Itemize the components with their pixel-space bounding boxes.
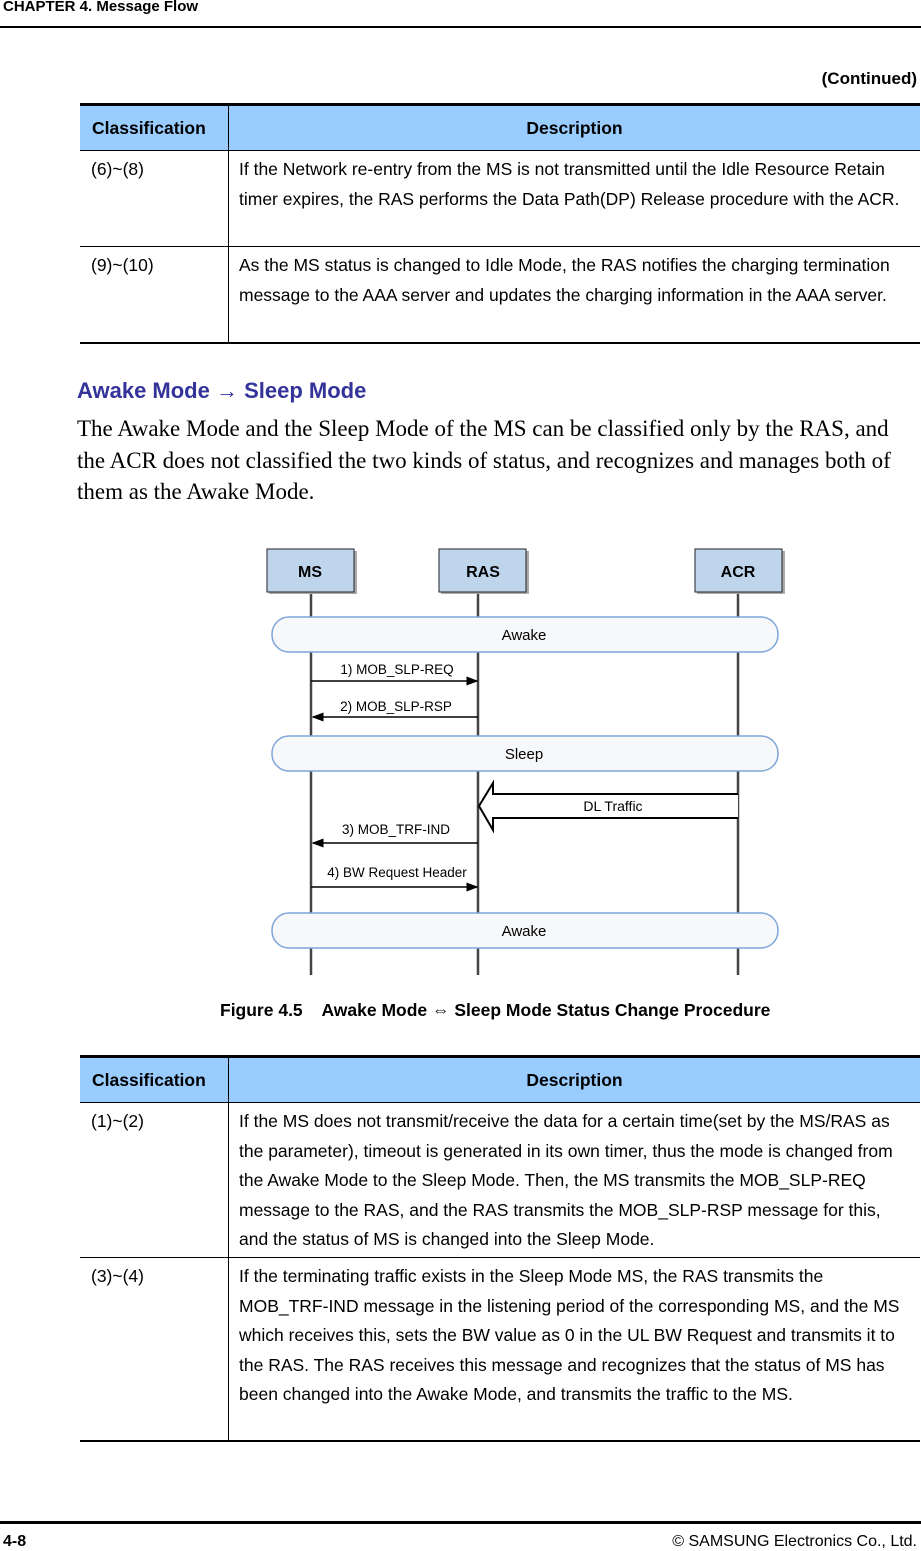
table-description bbox=[80, 1055, 920, 1442]
classification-cell: (3)~(4) bbox=[80, 1258, 229, 1442]
state-awake-2 bbox=[272, 913, 778, 948]
chapter-header: CHAPTER 4. Message Flow bbox=[3, 0, 199, 15]
msg-label: 4) BW Request Header bbox=[327, 865, 467, 880]
msg-label: 1) MOB_SLP-REQ bbox=[340, 662, 454, 677]
msg-label: 3) MOB_TRF-IND bbox=[342, 822, 450, 837]
description-cell: As the MS status is changed to Idle Mode, the RAS notifies the charging termination message to the AAA server and updates the charging information in the AAA server. bbox=[229, 247, 921, 344]
state-awake-1 bbox=[272, 617, 778, 652]
continued-label: (Continued) bbox=[821, 69, 917, 88]
svg-text:Sleep: Sleep bbox=[504, 746, 544, 763]
section-body: The Awake Mode and the Sleep Mode of the MS can be classified only by the RAS, and the ACR does not classified the two kinds of status, and recognizes and manages both of them as the Awake Mode. bbox=[77, 416, 891, 504]
description-cell: If the MS does not transmit/receive the data for a certain time(set by the MS/RAS as the parameter), timeout is generated in its own timer, thus the mode is changed from the Awake Mode to the Sleep Mode. Then, the MS transmits the MOB_SLP-REQ message to the RAS, and the RAS transmits the MOB_SLP-RSP message for this, and the status of MS is changed into the Sleep Mode. bbox=[229, 1103, 921, 1258]
entity-acr bbox=[695, 549, 785, 594]
col-classification: Classification bbox=[80, 1057, 229, 1103]
entity-label: MS bbox=[298, 564, 322, 581]
copyright: © SAMSUNG Electronics Co., Ltd. bbox=[672, 1533, 917, 1550]
svg-text:Awake: Awake bbox=[501, 627, 547, 644]
page-number: 4-8 bbox=[3, 1533, 27, 1550]
footer-rule bbox=[0, 1521, 921, 1524]
entity-ras bbox=[439, 549, 529, 594]
col-description: Description bbox=[229, 105, 921, 151]
entity-label: RAS bbox=[466, 564, 500, 581]
figure-caption: Figure 4.5 Awake Mode ⇔ Sleep Mode Status Change Procedure bbox=[220, 1000, 771, 1020]
svg-text:Awake: Awake bbox=[501, 923, 547, 940]
table-row bbox=[80, 1258, 920, 1442]
state-sleep bbox=[272, 736, 778, 771]
entity-label: ACR bbox=[720, 564, 756, 581]
description-cell: If the Network re-entry from the MS is not transmitted until the Idle Resource Retain timer expires, the RAS performs the Data Path(DP) Release procedure with the ACR. bbox=[229, 151, 921, 247]
col-description: Description bbox=[229, 1057, 921, 1103]
msg-label: 2) MOB_SLP-RSP bbox=[340, 699, 452, 714]
section-title: Awake Mode → Sleep Mode bbox=[77, 378, 367, 403]
table-row bbox=[80, 1103, 920, 1258]
classification-cell: (1)~(2) bbox=[80, 1103, 229, 1258]
col-classification: Classification bbox=[80, 105, 229, 151]
classification-cell: (9)~(10) bbox=[80, 247, 229, 344]
classification-cell: (6)~(8) bbox=[80, 151, 229, 247]
description-cell: If the terminating traffic exists in the Sleep Mode MS, the RAS transmits the MOB_TRF-IND message in the listening period of the corresponding MS, and the MS which receives this, sets the BW value as 0 in the UL BW Request and transmits it to the RAS. The RAS receives this message and recognizes that the status of MS has been changed into the Awake Mode, and transmits the traffic to the MS. bbox=[229, 1258, 921, 1442]
entity-ms bbox=[267, 549, 357, 594]
dl-traffic-label: DL Traffic bbox=[583, 798, 643, 814]
